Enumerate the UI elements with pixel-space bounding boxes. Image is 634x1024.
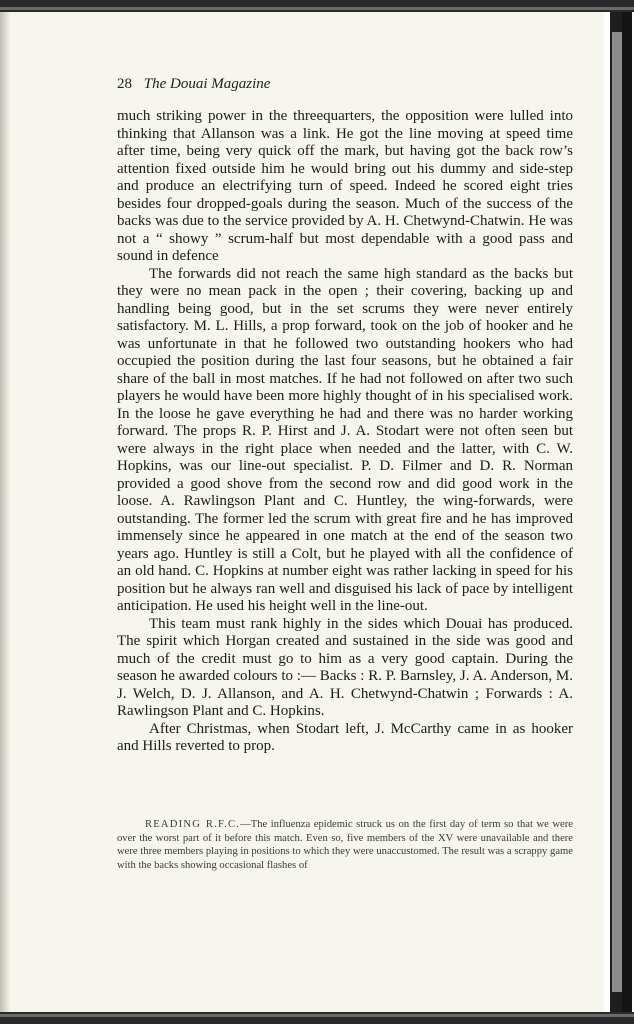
paragraph: After Christmas, when Stodart left, J. McCarthy came in as hooker and Hills reverted to prop. — [117, 720, 573, 754]
scan-left-edge — [0, 12, 10, 1012]
scan-right-edge — [604, 12, 634, 1012]
match-report — [117, 818, 573, 872]
magazine-title: The Douai Magazine — [143, 76, 271, 92]
running-header — [117, 76, 270, 93]
scan-top-edge — [0, 0, 634, 12]
paragraph: This team must rank highly in the sides which Douai has produced. The spirit which Horgan created and sustained in the side was good and much of the credit must go to him as a very good captain. During the season he awarded colours to :— Backs : R. P. Barnsley, J. A. Anderson, M. J. Welch, D. J. Allanson, and A. H. Chetwynd-Chatwin ; Forwards : A. Rawlingson Plant and C. Hopkins. — [117, 615, 573, 719]
scan-bottom-edge — [0, 1012, 634, 1024]
paragraph: much striking power in the threequarters, the opposition were lulled into thinking that Allanson was a link. He got the line moving at speed time after time, being very quick off the mark, but having got the back row’s attention fixed outside him he would bring out his dummy and side-step and produce an electrifying turn of speed. Indeed he scored eight tries besides four dropped-goals during the season. Much of the success of the backs was due to the service provided by A. H. Chetwynd-Chatwin. He was not a “ showy ” scrum-half but most dependable with a good pass and sound in defence — [117, 108, 573, 264]
match-report-text: —The influenza epidemic struck us on the first day of term so that we were over the worst part of it before this match. Even so, five members of the XV were unavailable and there were three members playing in positions to which they were unaccustomed. The result was a scrappy game with the backs showing occasional flashes of — [117, 819, 573, 871]
article-body — [117, 108, 573, 756]
page-number: 28 — [117, 76, 132, 92]
paragraph: The forwards did not reach the same high standard as the backs but they were no mean pack in the open ; their covering, backing up and handling being good, but in the set scrums they were never entirely satisfactory. M. L. Hills, a prop forward, took on the job of hooker and he was unfortunate in that he followed two outstanding hookers who had occupied the position during the last four seasons, but he obtained a fair share of the ball in most matches. If he had not followed on after two such players he would have been more highly thought of in his specialised work. In the loose he gave everything he had and there was no harder working forward. The props R. P. Hirst and J. A. Stodart were not often seen but were always in the right place when needed and the latter, with C. W. Hopkins, was our line-out specialist. P. D. Filmer and D. R. Norman provided a good shove from the second row and did good work in the loose. A. Rawlingson Plant and C. Huntley, the wing-forwards, were outstanding. The former led the scrum with great fire and he has improved immensely since he appeared in one match at the end of the season two years ago. Huntley is still a Colt, but he played with all the confidence of an old hand. C. Hopkins at number eight was rather lacking in speed for his position but he always ran well and disguised his lack of pace by intelligent anticipation. He used his height well in the line-out. — [117, 265, 573, 614]
match-report-heading: READING R.F.C. — [145, 819, 241, 830]
